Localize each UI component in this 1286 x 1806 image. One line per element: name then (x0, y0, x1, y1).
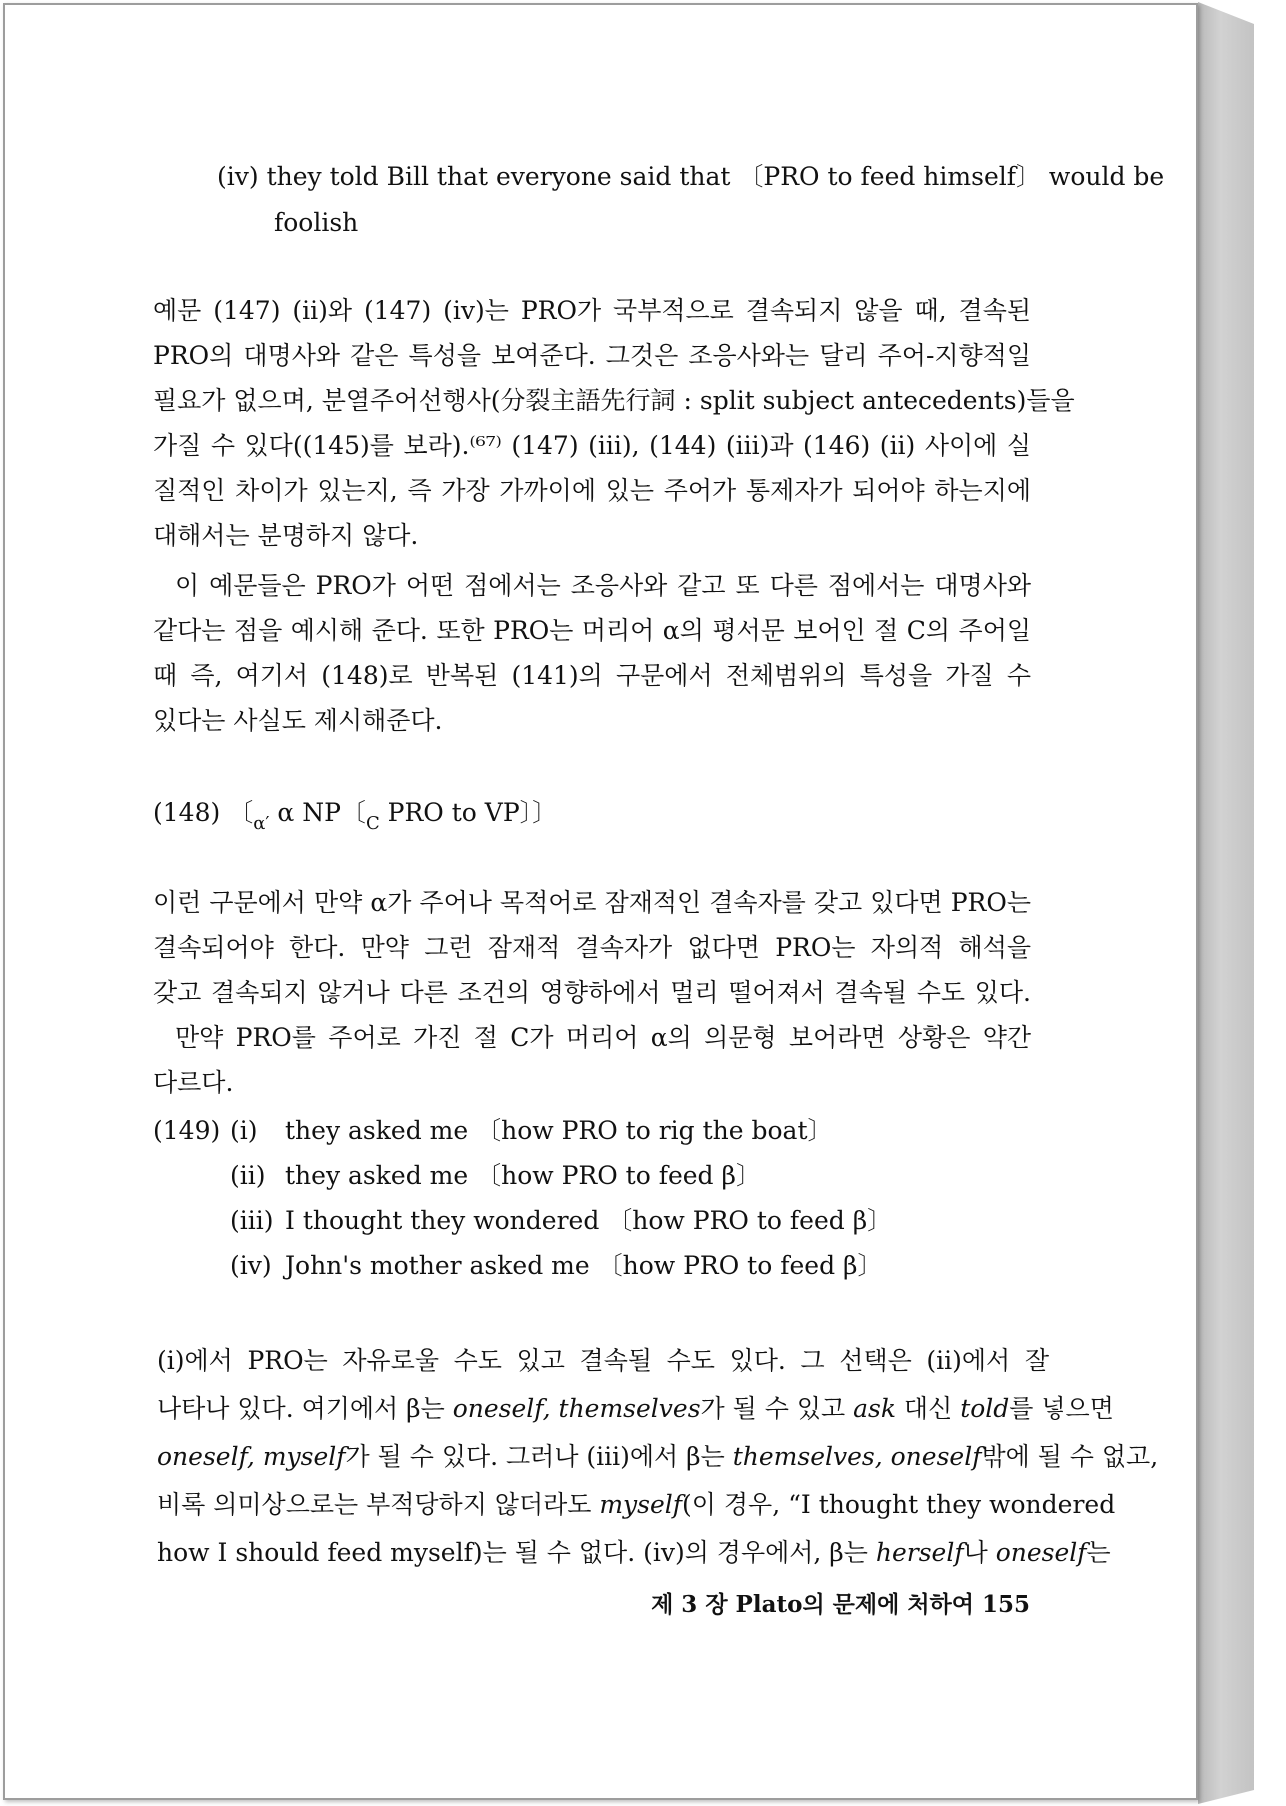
example-149-number: (149) (153, 1116, 221, 1145)
example-149-text: they asked me 〔how PRO to feed β〕 (285, 1161, 761, 1190)
para2-line: 때 즉, 여기서 (148)로 반복된 (141)의 구문에서 전체범위의 특성을 가질 수 (153, 661, 1031, 690)
para2-line: 있다는 사실도 제시해준다. (153, 706, 443, 735)
para4-line: 다르다. (153, 1068, 234, 1097)
para5-line: 나타나 있다. 여기에서 β는 oneself, themselves가 될 수 있고 ask 대신 told를 넣으면 (157, 1394, 1114, 1423)
example-148 (153, 792, 1031, 834)
example-148-tail: PRO to VP〕〕 (379, 798, 558, 827)
para5-line: oneself, myself가 될 수 있다. 그러나 (iii)에서 β는 themselves, oneself밖에 될 수 없고, (157, 1442, 1159, 1471)
book-spine (1198, 2, 1254, 1804)
example-iv-line2: foolish (274, 208, 359, 237)
para1-line: 가질 수 있다((145)를 보라).⁽⁶⁷⁾ (147) (iii), (144) (iii)과 (146) (ii) 사이에 실 (153, 431, 1031, 460)
para2-line: 같다는 점을 예시해 준다. 또한 PRO는 머리어 α의 평서문 보어인 절 C의 주어일 (153, 616, 1031, 645)
para1-line: 대해서는 분명하지 않다. (153, 521, 419, 550)
example-149-label: (ii) (230, 1161, 266, 1190)
para1-line: 질적인 차이가 있는지, 즉 가장 가까이에 있는 주어가 통제자가 되어야 하는지에 (153, 476, 1031, 505)
para5-line: how I should feed myself)는 될 수 없다. (iv)의 경우에서, β는 herself나 oneself는 (157, 1538, 1111, 1567)
para5-line: 비록 의미상으로는 부적당하지 않더라도 myself(이 경우, “I thought they wondered (157, 1490, 1116, 1519)
para3-line: 갖고 결속되지 않거나 다른 조건의 영향하에서 멀리 떨어져서 결속될 수도 있다. (153, 978, 1031, 1007)
para1-line: 필요가 없으며, 분열주어선행사(分裂主語先行詞 : split subject antecedents)들을 (153, 386, 1075, 415)
example-149-label: (i) (230, 1116, 258, 1145)
example-148-subscript-c: C (365, 813, 380, 834)
example-148-subscript-alpha: α′ (253, 813, 270, 834)
example-149-text: John's mother asked me 〔how PRO to feed β〕 (285, 1251, 883, 1280)
para3-line: 이런 구문에서 만약 α가 주어나 목적어로 잠재적인 결속자를 갖고 있다면 PRO는 (153, 888, 1031, 917)
para3-line: 결속되어야 한다. 만약 그런 잠재적 결속자가 없다면 PRO는 자의적 해석을 (153, 933, 1031, 962)
example-iv-line1: (iv) they told Bill that everyone said that 〔PRO to feed himself〕 would be (217, 162, 1165, 191)
para2-line: 이 예문들은 PRO가 어떤 점에서는 조응사와 같고 또 다른 점에서는 대명사와 (175, 571, 1031, 600)
para5-line: (i)에서 PRO는 자유로울 수도 있고 결속될 수도 있다. 그 선택은 (ii)에서 잘 (157, 1346, 1049, 1375)
example-149-label: (iv) (230, 1251, 272, 1280)
para4-line: 만약 PRO를 주어로 가진 절 C가 머리어 α의 의문형 보어라면 상황은 약간 (175, 1023, 1031, 1052)
example-149-label: (iii) (230, 1206, 274, 1235)
para1-line: PRO의 대명사와 같은 특성을 보여준다. 그것은 조응사와는 달리 주어-지향적일 (153, 341, 1031, 370)
para1-line: 예문 (147) (ii)와 (147) (iv)는 PRO가 국부적으로 결속되지 않을 때, 결속된 (153, 296, 1031, 325)
example-149-text: they asked me 〔how PRO to rig the boat〕 (285, 1116, 833, 1145)
example-148-bracket: 〔 (228, 798, 254, 827)
example-148-middle: α NP〔 (269, 798, 366, 827)
example-148-number: (148) (153, 798, 221, 827)
example-149-text: I thought they wondered 〔how PRO to feed β〕 (285, 1206, 893, 1235)
page-footer: 제 3 장 Plato의 문제에 처하여 155 (651, 1591, 1030, 1618)
